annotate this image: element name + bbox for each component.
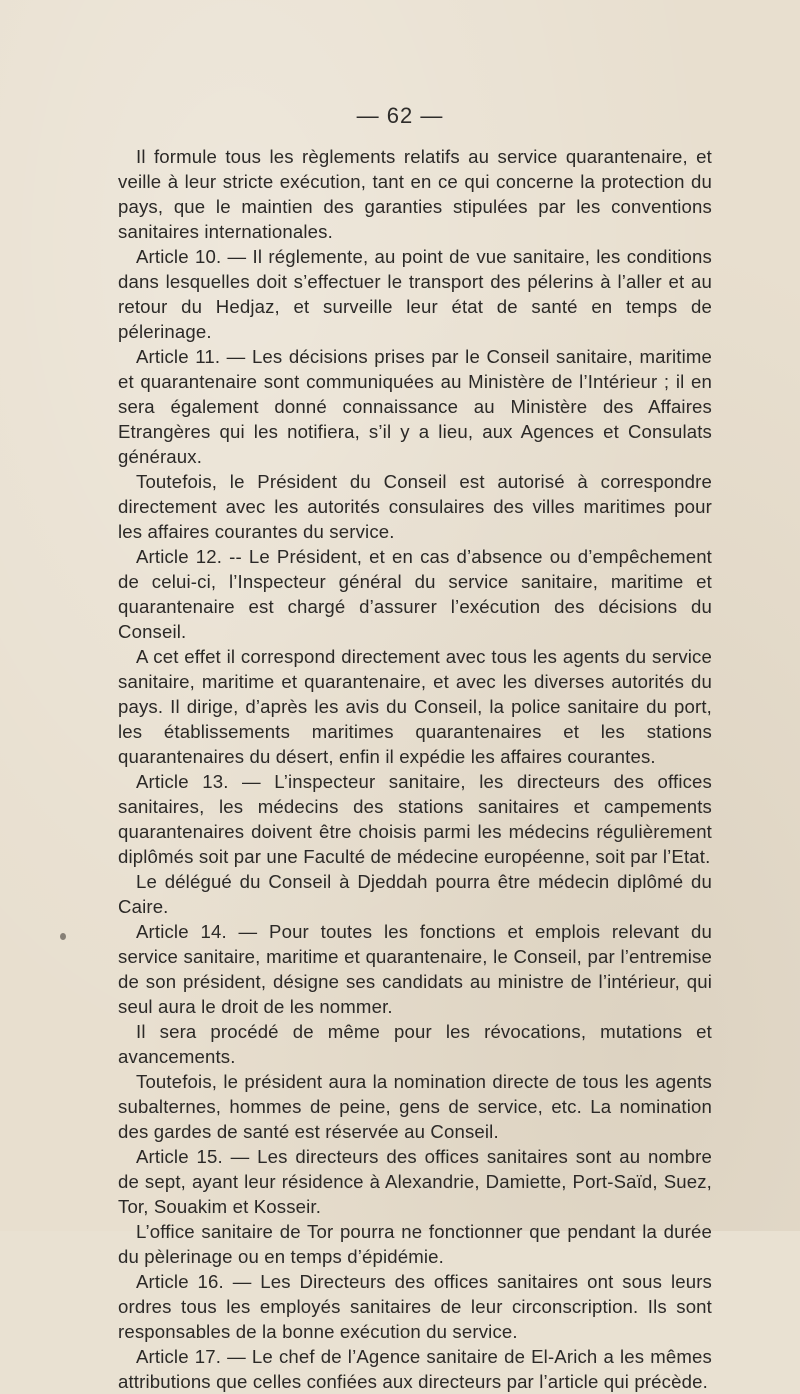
paragraph: Le délégué du Conseil à Djeddah pourra être médecin diplômé du Caire. (118, 871, 712, 917)
paragraph-article-15: Article 15. — Les directeurs des offices sanitaires sont au nombre de sept, ayant leur résidence à Alexandrie, Damiette, Port-Saïd, Suez, Tor, Souakim et Kosseir. (118, 1146, 712, 1217)
paragraph: A cet effet il correspond directement avec tous les agents du service sanitaire, maritime et quarantenaire, et avec les diverses autorités du pays. Il dirige, d’après les avis du Conseil, la police sanitaire du port, les établissements maritimes quarantenaires et les stations quarantenaires du désert, enfin il expédie les affaires courantes. (118, 646, 712, 767)
paper-speck (60, 933, 66, 940)
paragraph: Il formule tous les règlements relatifs au service quarantenaire, et veille à leur stricte exécution, tant en ce qui concerne la protection du pays, que le maintien des garanties stipulées par les conventions sanitaires internationales. (118, 146, 712, 242)
paragraph-article-17: Article 17. — Le chef de l’Agence sanitaire de El-Arich a les mêmes attributions que celles confiées aux directeurs par l’article qui précède. (118, 1346, 712, 1392)
paragraph-article-13: Article 13. — L’inspecteur sanitaire, les directeurs des offices sanitaires, les médecins des stations sanitaires et campements quarantenaires doivent être choisis parmi les médecins régulièrement diplômés soit par une Faculté de médecine européenne, soit par l’Etat. (118, 771, 712, 867)
paragraph-article-11: Article 11. — Les décisions prises par le Conseil sanitaire, maritime et quarantenaire sont communiquées au Ministère de l’Intérieur ; il en sera également donné connaissance au Ministère des Affaires Etrangères qui les notifiera, s’il y a lieu, aux Agences et Consulats généraux. (118, 346, 712, 467)
paragraph-article-12: Article 12. -- Le Président, et en cas d’absence ou d’empêchement de celui-ci, l’Inspecteur général du service sanitaire, maritime et quarantenaire est chargé d’assurer l’exécution des décisions du Conseil. (118, 546, 712, 642)
paragraph: L’office sanitaire de Tor pourra ne fonctionner que pendant la durée du pèlerinage ou en temps d’épidémie. (118, 1221, 712, 1267)
paragraph: Toutefois, le Président du Conseil est autorisé à correspondre directement avec les autorités consulaires des villes maritimes pour les affaires courantes du service. (118, 471, 712, 542)
body-text (118, 144, 712, 1394)
page-number: — 62 — (356, 103, 444, 128)
paragraph: Il sera procédé de même pour les révocations, mutations et avancements. (118, 1021, 712, 1067)
paragraph-article-10: Article 10. — Il réglemente, au point de vue sanitaire, les conditions dans lesquelles doit s’effectuer le transport des pélerins à l’aller et au retour du Hedjaz, et surveille leur état de santé en temps de pélerinage. (118, 246, 712, 342)
paragraph-article-16: Article 16. — Les Directeurs des offices sanitaires ont sous leurs ordres tous les employés sanitaires de leur circonscription. Ils sont responsables de la bonne exécution du service. (118, 1271, 712, 1342)
paragraph-article-14: Article 14. — Pour toutes les fonctions et emplois relevant du service sanitaire, maritime et quarantenaire, le Conseil, par l’entremise de son président, désigne ses candidats au ministre de l’intérieur, qui seul aura le droit de les nommer. (118, 921, 712, 1017)
paragraph: Toutefois, le président aura la nomination directe de tous les agents subalternes, hommes de peine, gens de service, etc. La nomination des gardes de santé est réservée au Conseil. (118, 1071, 712, 1142)
